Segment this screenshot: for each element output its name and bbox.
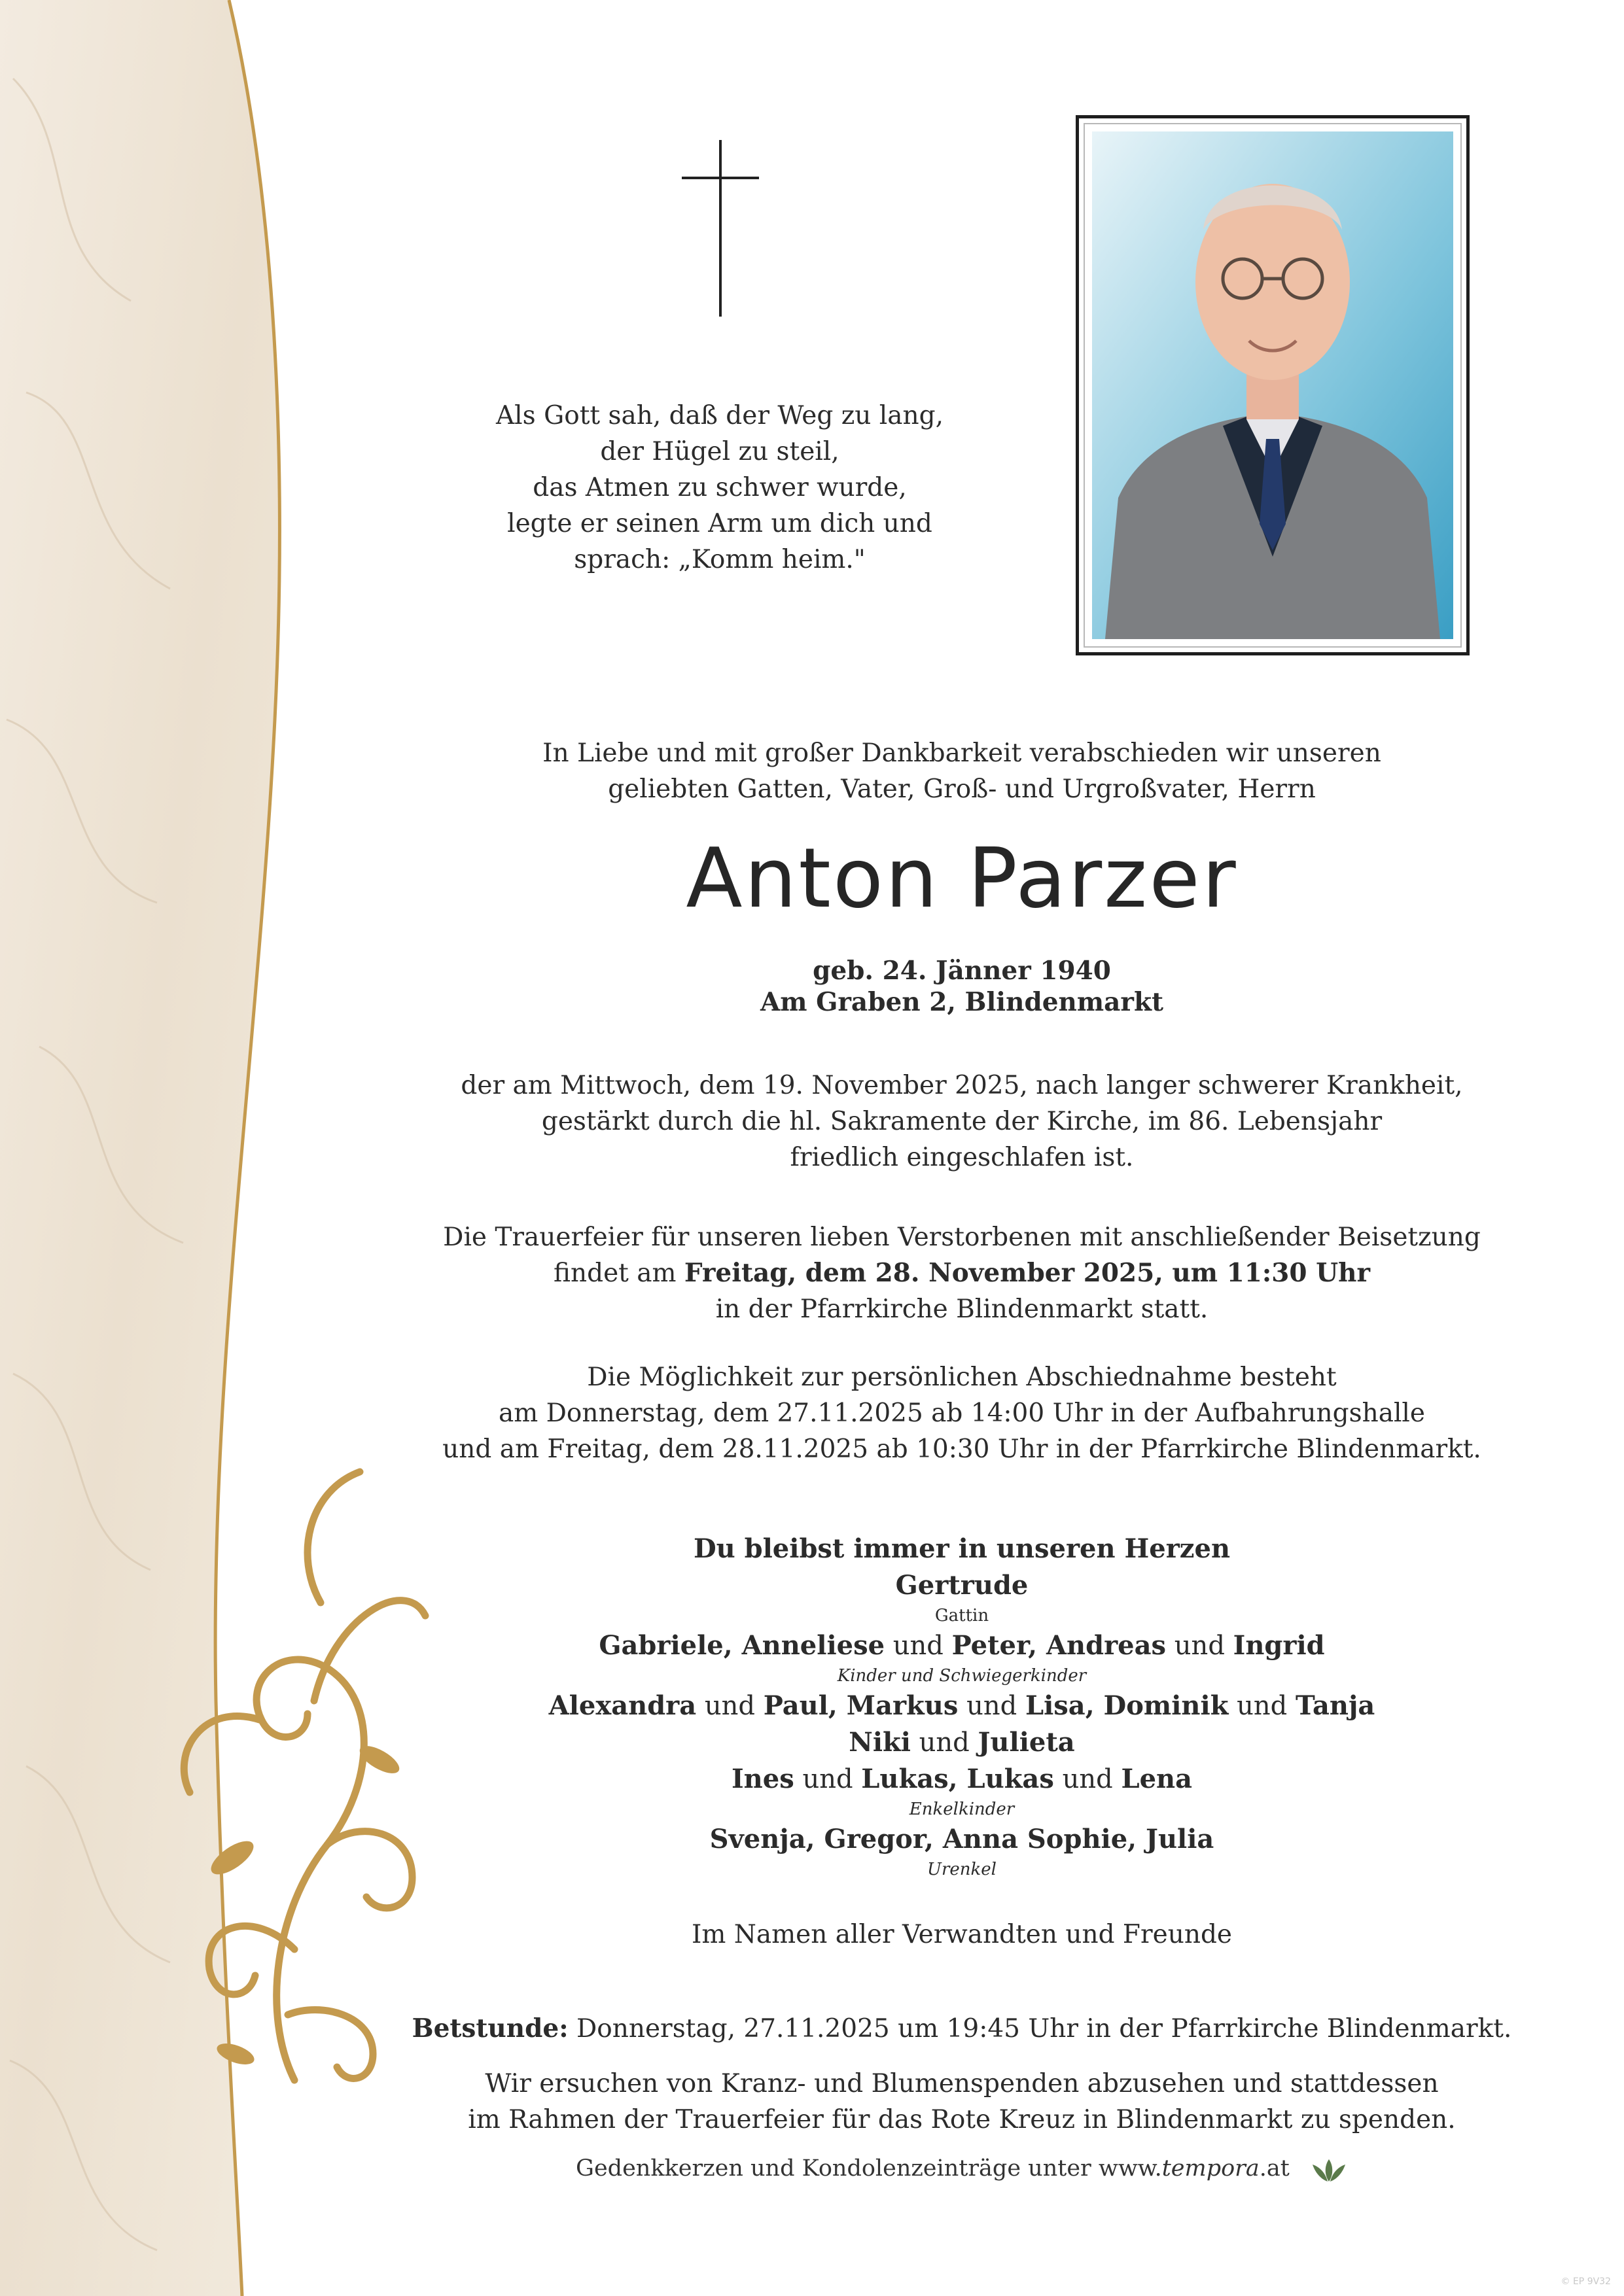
poem-line: das Atmen zu schwer wurde, — [533, 473, 907, 502]
farewell-line: am Donnerstag, dem 27.11.2025 ab 14:00 Uhr in der Aufbahrungshalle — [499, 1399, 1425, 1428]
children-role: Kinder und Schwiegerkinder — [837, 1666, 1087, 1686]
lotus-leaf-icon — [1310, 2157, 1348, 2183]
prayer-text: Donnerstag, 27.11.2025 um 19:45 Uhr in der Pfarrkirche Blindenmarkt. — [568, 2014, 1512, 2044]
spouse-name: Gertrude — [895, 1570, 1029, 1601]
donation-request — [366, 2066, 1557, 2138]
grandchildren-role: Enkelkinder — [909, 1800, 1015, 1819]
address: Am Graben 2, Blindenmarkt — [760, 987, 1164, 1017]
funeral-line — [366, 1255, 1557, 1291]
poem — [451, 398, 988, 578]
mourners-list — [366, 1531, 1557, 1881]
intro-line: In Liebe und mit großer Dankbarkeit verabschieden wir unseren — [542, 739, 1381, 768]
poem-line: Als Gott sah, daß der Weg zu lang, — [496, 401, 944, 430]
farewell-info — [366, 1359, 1557, 1467]
footer-text: Gedenkkerzen und Kondolenzeinträge unter www. — [576, 2155, 1162, 2182]
prayer-label: Betstunde: — [412, 2013, 569, 2044]
funeral-date: Freitag, dem 28. November 2025, um 11:30 Uhr — [684, 1258, 1371, 1288]
intro-text — [366, 735, 1557, 807]
funeral-prefix: findet am — [553, 1259, 684, 1288]
relatives-note: Im Namen aller Verwandten und Freunde — [691, 1920, 1232, 1949]
portrait-photo — [1076, 115, 1470, 655]
poem-line: sprach: „Komm heim." — [574, 545, 866, 574]
donation-line: Wir ersuchen von Kranz- und Blumenspenden abzusehen und stattdessen — [485, 2069, 1439, 2098]
death-announcement — [366, 1068, 1557, 1175]
poem-line: legte er seinen Arm um dich und — [507, 509, 932, 538]
death-line: der am Mittwoch, dem 19. November 2025, nach langer schwerer Krankheit, — [461, 1071, 1463, 1100]
children-names: Gabriele, Anneliese und Peter, Andreas und Ingrid — [599, 1630, 1325, 1661]
grandchildren-line-3: Ines und Lukas, Lukas und Lena — [731, 1764, 1193, 1794]
deceased-name: Anton Parzer — [686, 830, 1238, 926]
footer — [523, 2152, 1400, 2185]
death-line: gestärkt durch die hl. Sakramente der Kirche, im 86. Lebensjahr — [541, 1107, 1383, 1136]
cross-icon — [679, 140, 762, 317]
great-grandchildren-role: Urenkel — [927, 1860, 997, 1879]
birth-info — [458, 955, 1466, 1018]
donation-line: im Rahmen der Trauerfeier für das Rote Kreuz in Blindenmarkt zu spenden. — [468, 2105, 1456, 2134]
poem-line: der Hügel zu steil, — [600, 437, 839, 466]
mourners-heading: Du bleibst immer in unseren Herzen — [693, 1533, 1231, 1564]
funeral-line: in der Pfarrkirche Blindenmarkt statt. — [715, 1295, 1209, 1324]
funeral-line: Die Trauerfeier für unseren lieben Verstorbenen mit anschließender Beisetzung — [443, 1223, 1481, 1252]
farewell-line: Die Möglichkeit zur persönlichen Abschiednahme besteht — [587, 1363, 1337, 1392]
footer-tld: .at — [1259, 2155, 1290, 2182]
grandchildren-line-2: Niki und Julieta — [849, 1727, 1075, 1758]
prayer-info — [366, 2011, 1557, 2047]
footer-brand-link[interactable]: tempora — [1161, 2155, 1260, 2182]
birth-date: geb. 24. Jänner 1940 — [813, 956, 1111, 986]
death-line: friedlich eingeschlafen ist. — [790, 1143, 1134, 1172]
portrait-image — [1092, 131, 1453, 639]
farewell-line: und am Freitag, dem 28.11.2025 ab 10:30 Uhr in der Pfarrkirche Blindenmarkt. — [442, 1435, 1481, 1464]
grandchildren-line-1: Alexandra und Paul, Markus und Lisa, Dominik und Tanja — [548, 1690, 1375, 1721]
intro-line: geliebten Gatten, Vater, Groß- und Urgroßvater, Herrn — [608, 774, 1316, 804]
corner-note: © EP 9V32 — [1561, 2276, 1611, 2287]
spouse-role: Gattin — [934, 1606, 989, 1626]
great-grandchildren-names: Svenja, Gregor, Anna Sophie, Julia — [709, 1824, 1214, 1854]
funeral-info — [366, 1219, 1557, 1327]
